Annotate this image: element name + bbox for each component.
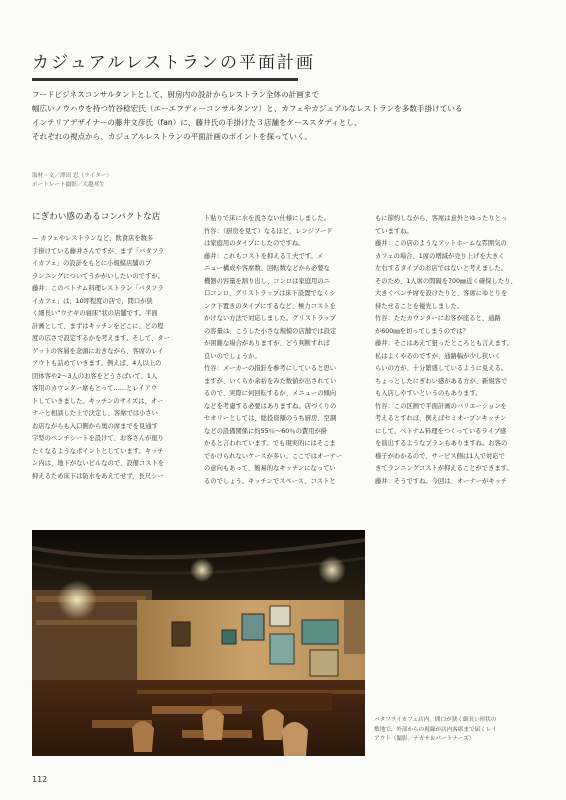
body-line: 竹谷：メーカーの指針を参考にしていると思い <box>204 365 337 372</box>
body-line: 考えるとすれば、例えばセミオープンキッチン <box>375 415 507 422</box>
body-line: ト貼りで床に水を流さない仕様にしました。 <box>204 215 330 222</box>
body-line: でかけられないケースが多い。ここではオーナー <box>204 452 343 460</box>
body-line: 大きくベンチ席を設けたりと、客席にゆとりを <box>375 290 508 297</box>
body-line: を演出するようなプランもありますね。お客の <box>375 440 508 447</box>
body-line: カフェの場合、1席の増減が売り上げを大きく <box>375 252 505 260</box>
article-title: カジュアルレストランの平面計画 <box>32 53 316 73</box>
body-line: 客用のカウンター席もとって……とレイアウ <box>32 385 158 392</box>
body-column-3 <box>375 213 527 488</box>
body-line: も入店しやすいというのもあります。 <box>375 390 482 397</box>
lead-paragraph <box>32 88 532 144</box>
body-line: お店ながらも入口側から奥の席までを見通す <box>32 422 158 430</box>
body-line: 計画として、まずはキッチンをどこに、どの程 <box>32 322 164 330</box>
lead-line: 幅広いノウハウを持つ竹谷稔宏氏（エーエフディーコンサルタンツ）と、カフェやカジュアルなレストランを多数手掛けている <box>32 104 463 113</box>
body-line: 竹谷：ただカウンターにお客が座ると、通路 <box>375 315 501 322</box>
body-column-1 <box>32 233 184 483</box>
body-line: などの設備関係に約55％～60％の費用が掛 <box>204 427 328 435</box>
body-line: の意向もあって、簡易的なキッチンになってい <box>204 465 336 472</box>
body-line: 持たせることを優先しました。 <box>375 302 464 310</box>
body-line: ゲットの客層を念頭におきながら、客席のレイ <box>32 347 164 355</box>
body-line: の容量は、こうした小さな規模の店舗では設定 <box>204 327 337 335</box>
title-underline <box>32 78 298 81</box>
credit-photo: ポートレート撮影／大越邦生 <box>32 182 105 188</box>
body-line: 団体客や2～3人のお客をどうさばいて、1人 <box>32 372 158 380</box>
section-heading: にぎわい感のあるコンパクトな店 <box>32 212 161 222</box>
body-line: イカフェ」の設計をもとに小規模店舗のプ <box>32 260 152 267</box>
body-line: かると言われています。でも現実的にはそこま <box>204 440 336 447</box>
body-line: ていますね。 <box>375 227 413 235</box>
body-line: ランニングについてうかがいしたいのですが。 <box>32 272 164 280</box>
body-line: 私はよくやるのですが、通路幅が少し狭いく <box>375 352 501 360</box>
body-line: 様子がわかるので、サービス側は1人で対応で <box>375 452 505 460</box>
body-line: かけない方法で対応しました。グリストラップ <box>204 315 336 322</box>
body-line: 機器の容量を割り出し、コンロは家庭用のニ <box>204 277 330 285</box>
body-line: 竹谷：この区画で平面計画のバリエーションを <box>375 402 507 410</box>
body-line: 字型のベンチシートを設けて、お客さんが座り <box>32 435 164 442</box>
body-line: ちょっとしたにぎわい感がある方が、新規客で <box>375 377 508 385</box>
body-line: 藤井：この店のようなアットホームな雰囲気の <box>375 240 507 247</box>
body-line: るので、実際に何回転するか、メニューの傾向 <box>204 390 337 397</box>
body-line: 藤井：このベトナム料理レストラン「バタフラ <box>32 285 164 292</box>
lead-line: それぞれの視点から、カジュアルレストランの平面計画のポイントを探っていく。 <box>32 132 312 141</box>
body-line: セオリーとしては、総投資額のうち厨房、空調 <box>204 415 337 422</box>
page-number: 112 <box>32 775 48 784</box>
body-line: ニュー構成や客席数、回転数などから必要な <box>204 265 330 272</box>
body-line: が600㎜を切ってしまうのでは？ <box>375 327 469 335</box>
body-line: 藤井：これもコストを抑える工夫です。メ <box>204 252 324 260</box>
credit-text: 取材・文／澤田 忍（ライター） <box>32 173 112 179</box>
body-column-2 <box>204 213 356 488</box>
caption-line: 敷地で、外部からの視線が店内客席まで届くレイ <box>374 726 497 733</box>
body-line: アウトも詰めていきます。例えば、4人以上の <box>32 360 162 367</box>
body-line: ますが、いくらか余裕をみた数値が出されてい <box>204 377 337 385</box>
body-line: もに節約しながら、客席は意外とゆったりとっ <box>375 215 508 222</box>
body-line: などを考慮する必要はありますね。店づくりの <box>204 402 337 410</box>
restaurant-interior-photo <box>32 530 365 756</box>
caption-line: アウト（撮影／ナカサ＆パートナーズ） <box>374 736 475 742</box>
restaurant-interior-illustration <box>32 530 365 756</box>
body-line: — カフェやレストランなど、飲食店を数多 <box>32 235 154 242</box>
body-line: ンク下置きのタイプにするなど、極力コストを <box>204 302 336 310</box>
body-line: イカフェ」は、10坪程度の店で、間口が狭 <box>32 297 153 305</box>
body-line: 抑えるため床下は防水をあえてせず、長尺シー <box>32 472 164 480</box>
body-line: きてランニングコストが抑えることができます。 <box>375 465 513 472</box>
body-line: 藤井：そこはあえて狙ったところとも言えます。 <box>375 340 514 347</box>
body-line: るのでしょう。キッチンでスペース、コストと <box>204 477 336 485</box>
lead-line: フードビジネスコンサルタントとして、厨房内の設計からレストラン全体の計画まで <box>32 90 320 99</box>
photo-caption <box>374 716 534 745</box>
credits <box>32 172 112 190</box>
body-line: たくなるようなポイントとしています。キッチ <box>32 447 164 455</box>
body-line: にして、ベトナム料理をつくっているライブ感 <box>375 427 507 435</box>
body-line: トしていきました。キッチンのサイズは、オー <box>32 397 164 405</box>
body-line: は家庭用のタイプにしたのですね。 <box>204 240 305 247</box>
body-line: ナーと相談した上で決定し、客席では小さい <box>32 410 158 417</box>
body-line: そのため、1人席の間隔を700㎜近く確保したり、 <box>375 277 517 285</box>
body-line: 度の広さで設定するかを考えます。そして、ター <box>32 335 170 342</box>
body-line: 竹谷：（厨房を見て）なるほど、レンジフード <box>204 227 333 235</box>
body-line: 手掛けている藤井さんですが、まず「バタフラ <box>32 247 165 255</box>
body-line: 藤井：そうですね。今回は、オーナーがキッチ <box>375 477 508 485</box>
body-line: ン内は、地下がないビルなので、設備コストを <box>32 460 165 467</box>
caption-line: バタフライカフェ店内。間口が狭く細長い形状の <box>374 717 497 723</box>
body-line: 良いのでしょうか。 <box>204 352 261 360</box>
lead-line: インテリアデザイナーの藤井文彦氏（fan）に、藤井氏の手掛けた３店舗をケーススタディとし、 <box>32 118 362 127</box>
body-line: 左右するタイプのお店ではないと考えました。 <box>375 265 507 272</box>
body-line: く細長い“ウナギの寝床”状の店舗です。平面 <box>32 310 158 317</box>
body-line: らいの方が、十分繁盛しているように見える。 <box>375 365 508 372</box>
body-line: が困難な場合がありますが、どう判断すれば <box>204 340 330 347</box>
body-line: 口コンロ、グリストラップは床下設置でなくシ <box>204 290 336 297</box>
